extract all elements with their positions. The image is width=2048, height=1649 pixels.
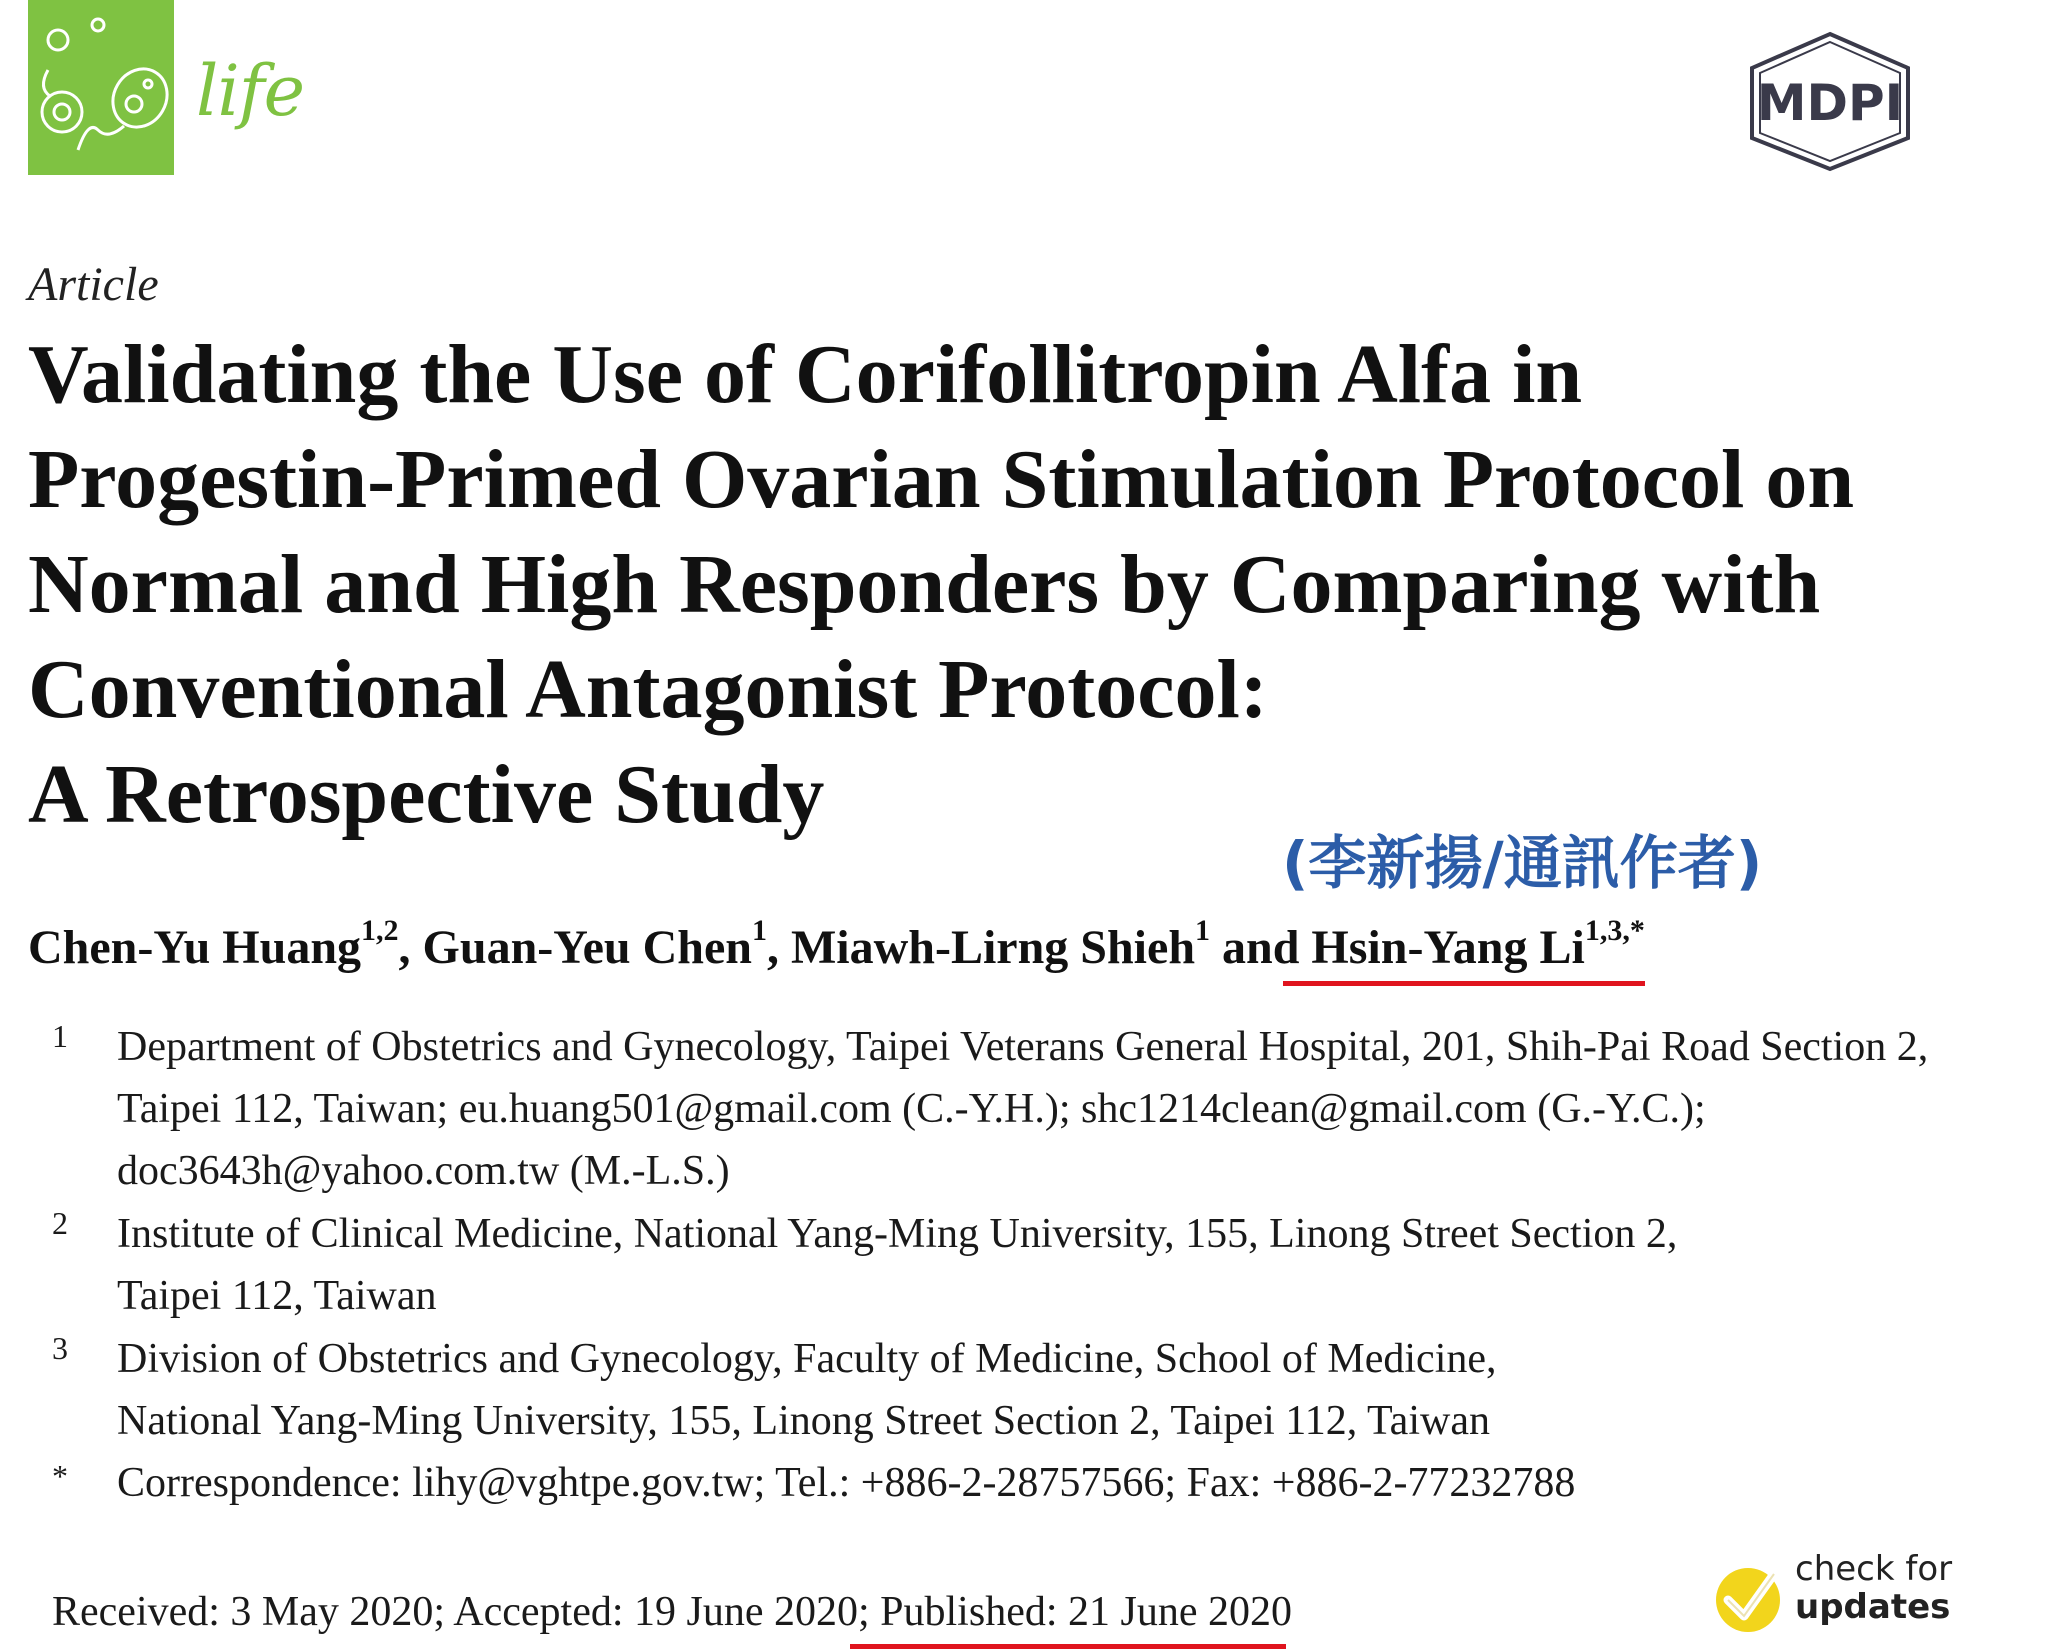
publication-dates [52, 1588, 1292, 1636]
correspondence-line: Correspondence: lihy@vghtpe.gov.tw; Tel.: +886-2-28757566; Fax: +886-2-77232788 [117, 1460, 1576, 1506]
article-type: Article [28, 258, 159, 311]
affiliation-line: Taipei 112, Taiwan; eu.huang501@gmail.com (C.-Y.H.); shc1214clean@gmail.com (G.-Y.C.); [117, 1086, 1706, 1132]
author-separator: , [766, 921, 791, 974]
affiliation-marker: 2 [52, 1205, 68, 1241]
author-highlight-underline [1283, 981, 1645, 986]
author-affiliation-marker: 1 [751, 914, 767, 947]
journal-logo [28, 0, 174, 175]
affiliation-line: Department of Obstetrics and Gynecology, Taipei Veterans General Hospital, 201, Shih-Pai Road Section 2, [117, 1024, 1929, 1070]
affiliation-line: National Yang-Ming University, 155, Linong Street Section 2, Taipei 112, Taiwan [117, 1398, 1490, 1444]
affiliation-line: doc3643h@yahoo.com.tw (M.-L.S.) [117, 1148, 730, 1194]
corresponding-author-note: (李新揚/通訊作者) [1282, 829, 1763, 897]
author-list [28, 914, 1645, 975]
mdpi-wordmark: MDPI [1756, 74, 1904, 132]
check-for-updates-label[interactable] [1795, 1550, 1952, 1626]
author-affiliation-marker: 1 [1195, 914, 1211, 947]
affiliation-line: Division of Obstetrics and Gynecology, Faculty of Medicine, School of Medicine, [117, 1336, 1497, 1382]
check-for-updates-line2: updates [1795, 1587, 1951, 1627]
affiliation-marker: 3 [52, 1330, 68, 1366]
author-name: Guan-Yeu Chen [422, 921, 752, 974]
journal-name: life [196, 50, 305, 132]
affiliation-line: Institute of Clinical Medicine, National Yang-Ming University, 155, Linong Street Section 2, [117, 1211, 1678, 1257]
cell-organisms-icon [28, 0, 174, 175]
author-separator: , [398, 921, 423, 974]
author-name: Miawh-Lirng Shieh [790, 921, 1196, 974]
title-line: Normal and High Responders by Comparing with [28, 538, 1821, 631]
correspondence-marker: * [52, 1458, 68, 1494]
check-for-updates-icon[interactable] [1712, 1552, 1784, 1640]
author-name: Hsin-Yang Li [1311, 921, 1585, 974]
affiliation-line: Taipei 112, Taiwan [117, 1273, 437, 1319]
affiliation-marker: 1 [52, 1018, 68, 1054]
received-date: Received: 3 May 2020; [52, 1589, 454, 1635]
check-for-updates-line1: check for [1795, 1549, 1953, 1589]
published-date: Published: 21 June 2020 [880, 1589, 1292, 1635]
title-line: Validating the Use of Corifollitropin Alfa in [28, 328, 1583, 421]
accepted-date: Accepted: 19 June 2020; [453, 1589, 881, 1635]
title-line: Conventional Antagonist Protocol: [28, 643, 1268, 736]
title-line: Progestin-Primed Ovarian Stimulation Protocol on [28, 433, 1855, 526]
author-name: Chen-Yu Huang [28, 921, 362, 974]
author-separator: and [1210, 921, 1312, 974]
title-line: A Retrospective Study [28, 748, 825, 841]
mdpi-logo [1740, 28, 1920, 173]
article-title [28, 322, 1928, 847]
author-affiliation-marker: 1,3,* [1584, 914, 1645, 947]
author-affiliation-marker: 1,2 [361, 914, 399, 947]
